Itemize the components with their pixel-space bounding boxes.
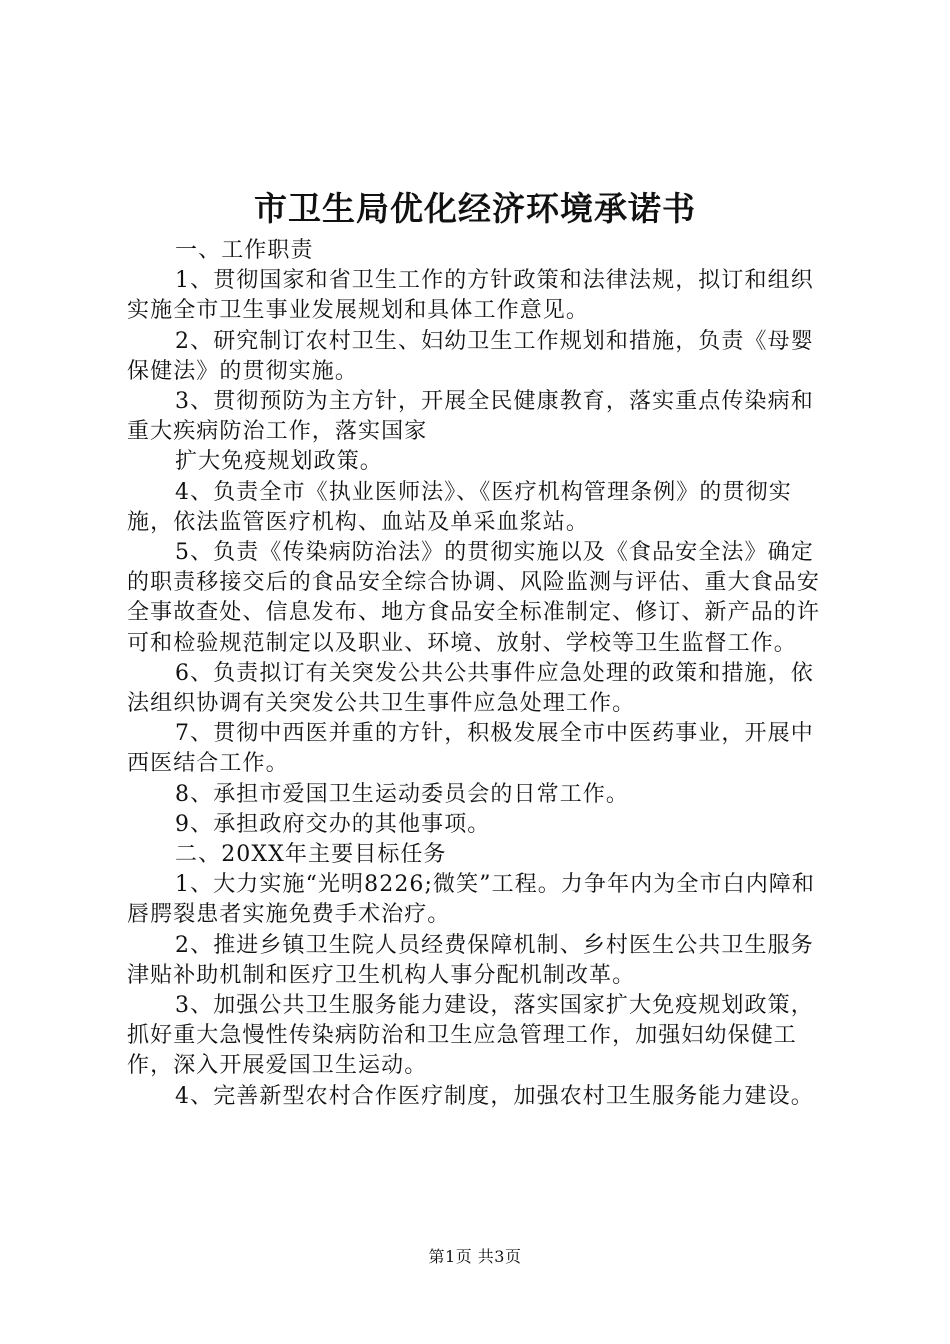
paragraph: 3、加强公共卫生服务能力建设，落实国家扩大免疫规划政策，抓好重大急慢性传染病防治和卫生应急管理工作，加强妇幼保健工作，深入开展爱国卫生运动。 — [127, 993, 814, 1079]
paragraph: 1、贯彻国家和省卫生工作的方针政策和法律法规，拟订和组织实施全市卫生事业发展规划和具体工作意见。 — [127, 268, 814, 324]
paragraph: 2、研究制订农村卫生、妇幼卫生工作规划和措施，负责《母婴保健法》的贯彻实施。 — [127, 328, 814, 384]
section-heading: 一、工作职责 — [175, 238, 314, 263]
paragraph: 9、承担政府交办的其他事项。 — [175, 811, 491, 837]
document-body — [127, 236, 835, 1112]
paragraph: 2、推进乡镇卫生院人员经费保障机制、乡村医生公共卫生服务津贴补助机制和医疗卫生机构人事分配机制改革。 — [127, 932, 814, 988]
paragraph: 6、负责拟订有关突发公共公共事件应急处理的政策和措施，依法组织协调有关突发公共卫生事件应急处理工作。 — [127, 660, 814, 717]
paragraph: 5、负责《传染病防治法》的贯彻实施以及《食品安全法》确定的职责移接交后的食品安全综合协调、风险监测与评估、重大食品安全事故查处、信息发布、地方食品安全标准制定、修订、新产品的许可和检验规范制定以及职业、环境、放射、学校等卫生监督工作。 — [127, 540, 821, 656]
paragraph: 4、完善新型农村合作医疗制度，加强农村卫生服务能力建设。 — [175, 1083, 814, 1109]
paragraph: 4、负责全市《执业医师法》、《医疗机构管理条例》的贯彻实施，依法监管医疗机构、血站及单采血浆站。 — [127, 479, 792, 535]
paragraph: 3、贯彻预防为主方针，开展全民健康教育，落实重点传染病和重大疾病防治工作，落实国家 — [127, 389, 814, 445]
document-title: 市卫生局优化经济环境承诺书 — [254, 189, 696, 228]
paragraph: 1、大力实施“光明8226;微笑”工程。力争年内为全市白内障和唇腭裂患者实施免费手术治疗。 — [127, 872, 815, 928]
paragraph: 8、承担市爱国卫生运动委员会的日常工作。 — [175, 781, 629, 807]
page-number-footer: 第1页 共3页 — [428, 1247, 522, 1266]
paragraph: 7、贯彻中西医并重的方针，积极发展全市中医药事业，开展中西医结合工作。 — [127, 721, 814, 777]
paragraph: 扩大免疫规划政策。 — [175, 449, 383, 475]
section-heading: 二、20XX年主要目标任务 — [175, 842, 447, 868]
